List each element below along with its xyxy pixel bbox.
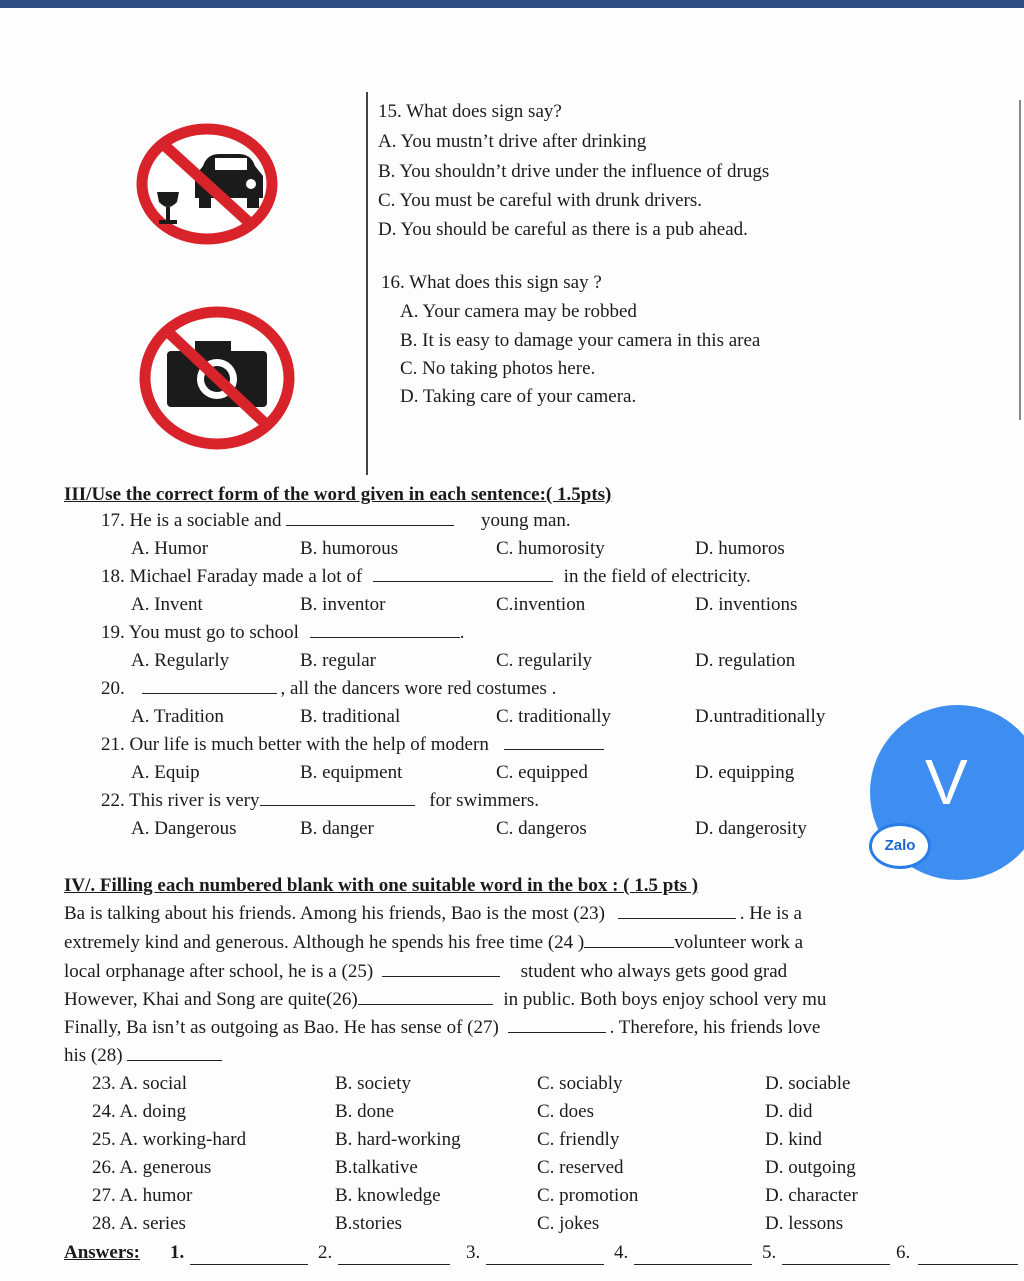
no-camera-sign-icon: [137, 303, 297, 453]
answer-3-number: 3.: [466, 1242, 481, 1263]
answer-5-blank[interactable]: [782, 1250, 890, 1265]
q20-option-a: A. Tradition: [131, 706, 224, 727]
top-bar: [0, 0, 1024, 8]
answer-6-number: 6.: [896, 1242, 911, 1263]
q18-blank: [373, 567, 553, 582]
q18-option-b: B. inventor: [300, 594, 386, 615]
q26-option-d: D. outgoing: [765, 1157, 856, 1178]
q17-stem-start: 17. He is a sociable and: [101, 510, 282, 531]
zalo-v-glyph: V: [925, 746, 968, 818]
q27-option-d: D. character: [765, 1185, 858, 1206]
passage-line-2: [64, 932, 803, 954]
q19-option-a: A. Regularly: [131, 650, 230, 671]
q19-option-b: B. regular: [300, 650, 376, 671]
q21-blank: [504, 735, 604, 750]
q27-option-b: B. knowledge: [335, 1185, 441, 1206]
passage-line-5-start: Finally, Ba isn’t as outgoing as Bao. He has sense of (27): [64, 1017, 499, 1038]
q25-option-d: D. kind: [765, 1129, 822, 1150]
blank-26: [358, 990, 493, 1005]
q17-option-d: D. humoros: [695, 538, 785, 559]
section-4-heading: IV/. Filling each numbered blank with one suitable word in the box : ( 1.5 pts ): [64, 875, 699, 896]
passage-line-3-start: local orphanage after school, he is a (25): [64, 961, 374, 982]
q20-stem-start: 20.: [101, 678, 125, 699]
answer-5-number: 5.: [762, 1242, 777, 1263]
q23-option-b: B. society: [335, 1073, 411, 1094]
blank-23: [618, 904, 736, 919]
q19-stem-end: .: [459, 622, 465, 643]
q25-option-b: B. hard-working: [335, 1129, 461, 1150]
question-19-stem: [101, 622, 464, 644]
q20-stem-end: , all the dancers wore red costumes .: [280, 678, 557, 699]
q22-option-a: A. Dangerous: [131, 818, 237, 839]
q18-option-a: A. Invent: [131, 594, 203, 615]
q28-option-b: B.stories: [335, 1213, 403, 1234]
blank-28: [127, 1046, 222, 1061]
q16-option-b: B. It is easy to damage your camera in this area: [400, 330, 761, 351]
q23-option-d: D. sociable: [765, 1073, 851, 1094]
q17-option-c: C. humorosity: [496, 538, 605, 559]
q26-option-a: 26. A. generous: [92, 1157, 212, 1178]
answer-1-number: 1.: [170, 1242, 185, 1263]
question-18-stem: [101, 566, 751, 588]
q18-stem-start: 18. Michael Faraday made a lot of: [101, 566, 363, 587]
passage-line-6-start: his (28): [64, 1045, 123, 1066]
q19-stem-start: 19. You must go to school: [101, 622, 299, 643]
q24-option-b: B. done: [335, 1101, 395, 1122]
q16-option-c: C. No taking photos here.: [400, 358, 596, 379]
q17-option-b: B. humorous: [300, 538, 399, 559]
q26-option-c: C. reserved: [537, 1157, 624, 1178]
passage-line-5-end: . Therefore, his friends love: [609, 1017, 821, 1038]
answer-3-blank[interactable]: [486, 1250, 604, 1265]
passage-line-6: [64, 1045, 222, 1067]
passage-line-4-end: in public. Both boys enjoy school very mu: [503, 989, 827, 1010]
q22-stem-end: for swimmers.: [429, 790, 540, 811]
passage-line-1-start: Ba is talking about his friends. Among his friends, Bao is the most (23): [64, 903, 605, 924]
q20-option-b: B. traditional: [300, 706, 401, 727]
q15-option-c: C. You must be careful with drunk drivers.: [378, 190, 703, 211]
q21-option-b: B. equipment: [300, 762, 403, 783]
passage-line-3-end: student who always gets good grad: [520, 961, 788, 982]
answer-4-number: 4.: [614, 1242, 629, 1263]
q18-stem-end: in the field of electricity.: [563, 566, 751, 587]
answer-4-blank[interactable]: [634, 1250, 752, 1265]
q22-option-b: B. danger: [300, 818, 374, 839]
section-3-heading: III/Use the correct form of the word given in each sentence:( 1.5pts): [64, 484, 612, 505]
q19-blank: [310, 623, 460, 638]
answer-1-blank[interactable]: [190, 1250, 308, 1265]
answer-2-blank[interactable]: [338, 1250, 450, 1265]
column-divider: [366, 92, 368, 475]
answer-2-number: 2.: [318, 1242, 333, 1263]
q21-option-a: A. Equip: [131, 762, 200, 783]
zalo-badge[interactable]: Zalo: [869, 823, 931, 869]
question-20-stem: [101, 678, 556, 700]
passage-line-5: [64, 1017, 820, 1039]
answer-6-blank[interactable]: [918, 1250, 1018, 1265]
passage-line-1: [64, 903, 802, 925]
q27-option-a: 27. A. humor: [92, 1185, 193, 1206]
question-17-stem: [101, 510, 571, 532]
q21-stem-start: 21. Our life is much better with the help of modern: [101, 734, 489, 755]
q24-option-a: 24. A. doing: [92, 1101, 186, 1122]
passage-line-4: [64, 989, 826, 1011]
q22-stem-start: 22. This river is very: [101, 790, 260, 811]
passage-line-2-start: extremely kind and generous. Although he spends his free time (24 ): [64, 932, 585, 953]
q20-option-c: C. traditionally: [496, 706, 612, 727]
blank-25: [382, 962, 500, 977]
q22-option-c: C. dangeros: [496, 818, 587, 839]
q16-option-d: D. Taking care of your camera.: [400, 386, 637, 407]
q21-option-c: C. equipped: [496, 762, 588, 783]
q22-blank: [260, 791, 415, 806]
question-16-title: 16. What does this sign say ?: [381, 272, 602, 293]
q24-option-d: D. did: [765, 1101, 813, 1122]
passage-line-1-end: . He is a: [739, 903, 802, 924]
q28-option-a: 28. A. series: [92, 1213, 186, 1234]
passage-line-2-end: volunteer work a: [674, 932, 803, 953]
q18-option-d: D. inventions: [695, 594, 798, 615]
q25-option-c: C. friendly: [537, 1129, 620, 1150]
q28-option-d: D. lessons: [765, 1213, 844, 1234]
right-edge-line: [1019, 100, 1021, 420]
q20-option-d: D.untraditionally: [695, 706, 826, 727]
passage-line-3: [64, 961, 787, 983]
q16-option-a: A. Your camera may be robbed: [400, 301, 637, 322]
q24-option-c: C. does: [537, 1101, 594, 1122]
q15-option-a: A. You mustn’t drive after drinking: [378, 131, 647, 152]
q19-option-d: D. regulation: [695, 650, 796, 671]
q26-option-b: B.talkative: [335, 1157, 418, 1178]
q15-option-d: D. You should be careful as there is a pub ahead.: [378, 219, 748, 240]
q17-stem-end: young man.: [480, 510, 571, 531]
q17-option-a: A. Humor: [131, 538, 209, 559]
q23-option-c: C. sociably: [537, 1073, 623, 1094]
question-21-stem: [101, 734, 604, 756]
q23-option-a: 23. A. social: [92, 1073, 187, 1094]
question-15-title: 15. What does sign say?: [378, 101, 562, 122]
q22-option-d: D. dangerosity: [695, 818, 807, 839]
q18-option-c: C.invention: [496, 594, 586, 615]
q20-blank: [142, 679, 277, 694]
q19-option-c: C. regularily: [496, 650, 593, 671]
q15-option-b: B. You shouldn’t drive under the influence of drugs: [378, 161, 770, 182]
blank-24: [584, 933, 674, 948]
passage-line-4-start: However, Khai and Song are quite(26): [64, 989, 358, 1010]
no-drink-driving-sign-icon: [135, 122, 283, 247]
answers-label: Answers:: [64, 1242, 140, 1263]
q27-option-c: C. promotion: [537, 1185, 639, 1206]
q17-blank: [286, 511, 454, 526]
blank-27: [508, 1018, 606, 1033]
q25-option-a: 25. A. working-hard: [92, 1129, 247, 1150]
q21-option-d: D. equipping: [695, 762, 795, 783]
question-22-stem: [101, 790, 539, 812]
q28-option-c: C. jokes: [537, 1213, 600, 1234]
